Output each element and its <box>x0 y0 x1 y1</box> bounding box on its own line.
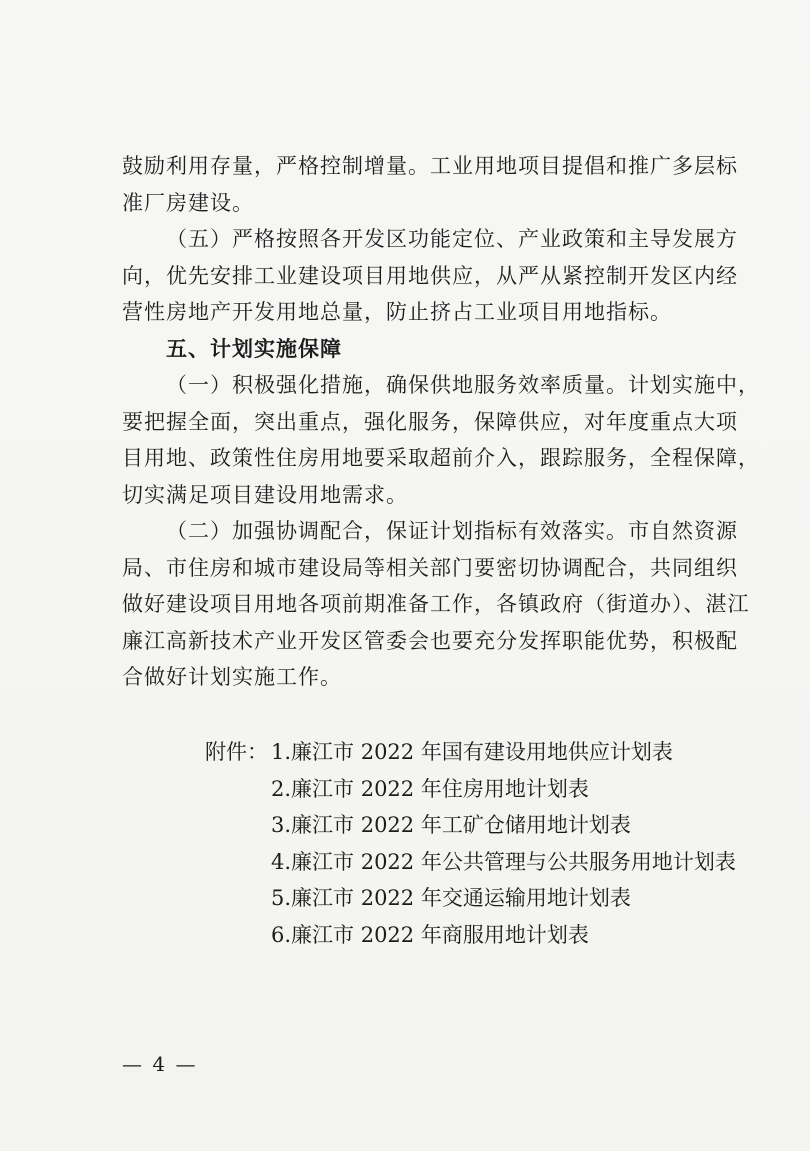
paragraph-line: 局、市住房和城市建设局等相关部门要密切协调配合，共同组织 <box>122 555 738 580</box>
page-number: — 4 — <box>122 1052 198 1076</box>
attachment-title: 5.廉江市 2022 年交通运输用地计划表 <box>271 886 631 910</box>
paragraph-line: （一）积极强化措施，确保供地服务效率质量。计划实施中， <box>166 373 760 397</box>
attachment-item <box>205 880 736 917</box>
attachment-item <box>205 807 736 844</box>
paragraph-line: 营性房地产开发用地总量，防止挤占工业项目用地指标。 <box>122 300 672 324</box>
attachment-label: 附件： <box>205 740 268 764</box>
paragraph-line: 准厂房建设。 <box>122 190 254 215</box>
paragraph-line: 要把握全面，突出重点，强化服务，保障供应，对年度重点大项 <box>122 409 738 434</box>
paragraph-line: 向，优先安排工业建设项目用地供应，从严从紧控制开发区内经 <box>122 263 738 288</box>
paragraph-line: 切实满足项目建设用地需求。 <box>122 482 408 507</box>
paragraph-line: 鼓励利用存量，严格控制增量。工业用地项目提倡和推广多层标 <box>122 154 738 178</box>
attachment-item <box>205 917 736 954</box>
attachment-item <box>205 844 736 881</box>
attachment-title: 2.廉江市 2022 年住房用地计划表 <box>271 776 589 801</box>
attachment-item <box>205 734 736 771</box>
paragraph-line: 廉江高新技术产业开发区管委会也要充分发挥职能优势，积极配 <box>122 628 738 653</box>
paragraph-line: （五）严格按照各开发区功能定位、产业政策和主导发展方 <box>166 227 738 251</box>
attachment-title: 6.廉江市 2022 年商服用地计划表 <box>271 922 589 947</box>
attachment-title: 4.廉江市 2022 年公共管理与公共服务用地计划表 <box>271 849 736 874</box>
paragraph-line: 合做好计划实施工作。 <box>122 665 342 689</box>
document-body <box>122 148 760 696</box>
paragraph-line: （二）加强协调配合，保证计划指标有效落实。市自然资源 <box>166 519 738 543</box>
attachment-title: 1.廉江市 2022 年国有建设用地供应计划表 <box>271 740 673 764</box>
paragraph-line: 做好建设项目用地各项前期准备工作，各镇政府（街道办）、湛江 <box>122 592 750 616</box>
attachment-list <box>205 734 736 953</box>
attachment-item <box>205 771 736 808</box>
attachment-title: 3.廉江市 2022 年工矿仓储用地计划表 <box>271 813 631 837</box>
paragraph-line: 目用地、政策性住房用地要采取超前介入，跟踪服务，全程保障， <box>122 446 760 470</box>
section-heading: 五、计划实施保障 <box>166 336 342 361</box>
